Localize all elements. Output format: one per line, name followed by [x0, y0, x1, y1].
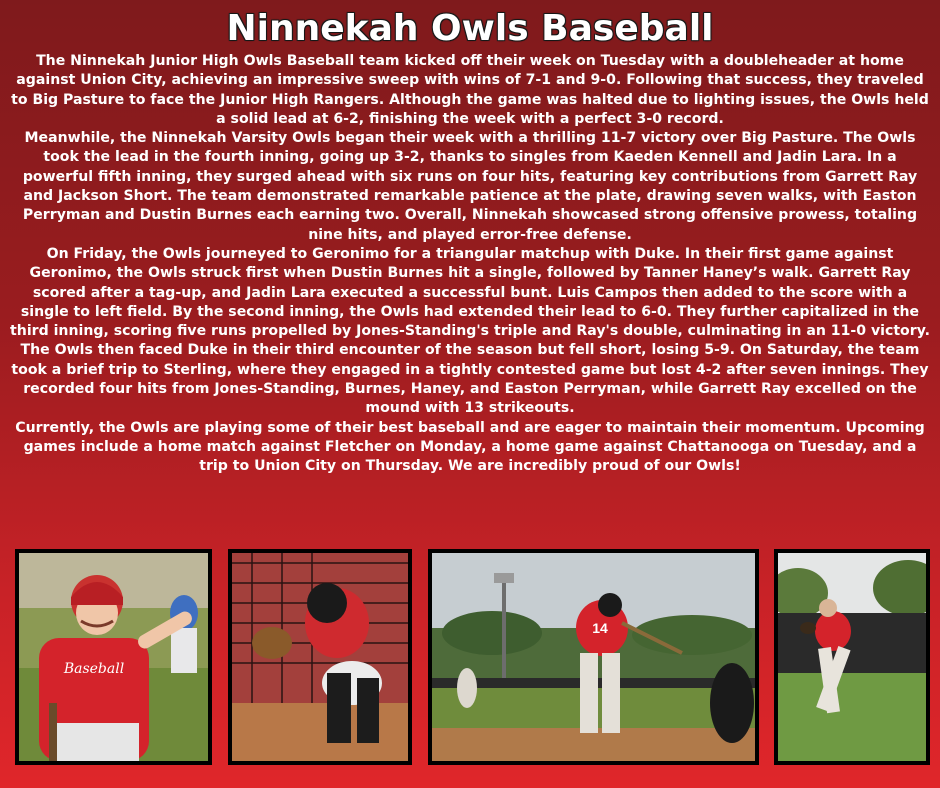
smiling-player-image	[19, 553, 208, 761]
article-paragraph: Meanwhile, the Ninnekah Varsity Owls began their week with a thrilling 11-7 victory over Big Pasture. The Owls took the lead in the fourth inning, going up 3-2, thanks to singles from Kaeden Kennell and Jadin Lara. In a powerful fifth inning, they surged ahead with six runs on four hits, featuring key contributions from Garrett Ray and Jackson Short. The team demonstrated remarkable patience at the plate, drawing seven walks, with Easton Perryman and Dustin Burnes each earning two. Overall, Ninnekah showcased strong offensive prowess, totaling nine hits, and played error-free defense.	[22, 130, 918, 243]
article-paragraph: The Owls then faced Duke in their third encounter of the season but fell short, losing 5-9. On Saturday, the team took a brief trip to Sterling, where they engaged in a tightly contested game but lost 4-2 after seven innings. They recorded four hits from Jones-Standing, Burnes, Haney, and Easton Perryman, while Garrett Ray excelled on the mound with 13 strikeouts.	[11, 342, 929, 417]
jersey-number-text: 14	[592, 620, 608, 636]
article-paragraph: The Ninnekah Junior High Owls Baseball team kicked off their week on Tuesday with a doubleheader at home against Union City, achieving an impressive sweep with wins of 7-1 and 9-0. Following that success, they traveled to Big Pasture to face the Junior High Rangers. Although the game was halted due to lighting issues, the Owls held a solid lead at 6-2, finishing the week with a perfect 3-0 record.	[11, 53, 929, 127]
photo-batter	[428, 549, 759, 765]
photo-catcher	[228, 549, 412, 765]
photo-smiling-player	[15, 549, 212, 765]
jersey-script-text: Baseball	[63, 661, 125, 677]
article-body	[10, 52, 930, 477]
article-paragraph: Currently, the Owls are playing some of their best baseball and are eager to maintain their momentum. Upcoming games include a home match against Fletcher on Monday, a home game against Chattanooga on Tuesday, and a trip to Union City on Thursday. We are incredibly proud of our Owls!	[15, 419, 925, 475]
catcher-image	[232, 553, 408, 761]
pitcher-image	[778, 553, 926, 761]
article-paragraph: On Friday, the Owls journeyed to Geronimo for a triangular matchup with Duke. In their first game against Geronimo, the Owls struck first when Dustin Burnes hit a single, followed by Tanner Haney’s walk. Garrett Ray scored after a tag-up, and Jadin Lara executed a successful bunt. Luis Campos then added to the score with a single to left field. By the second inning, the Owls had extended their lead to 6-0. They further capitalized in the third inning, scoring five runs propelled by Jones-Standing's triple and Ray's double, culminating in an 11-0 victory.	[10, 245, 930, 340]
page-title: Ninnekah Owls Baseball	[226, 8, 714, 49]
photo-pitcher	[774, 549, 930, 765]
batter-image	[432, 553, 755, 761]
